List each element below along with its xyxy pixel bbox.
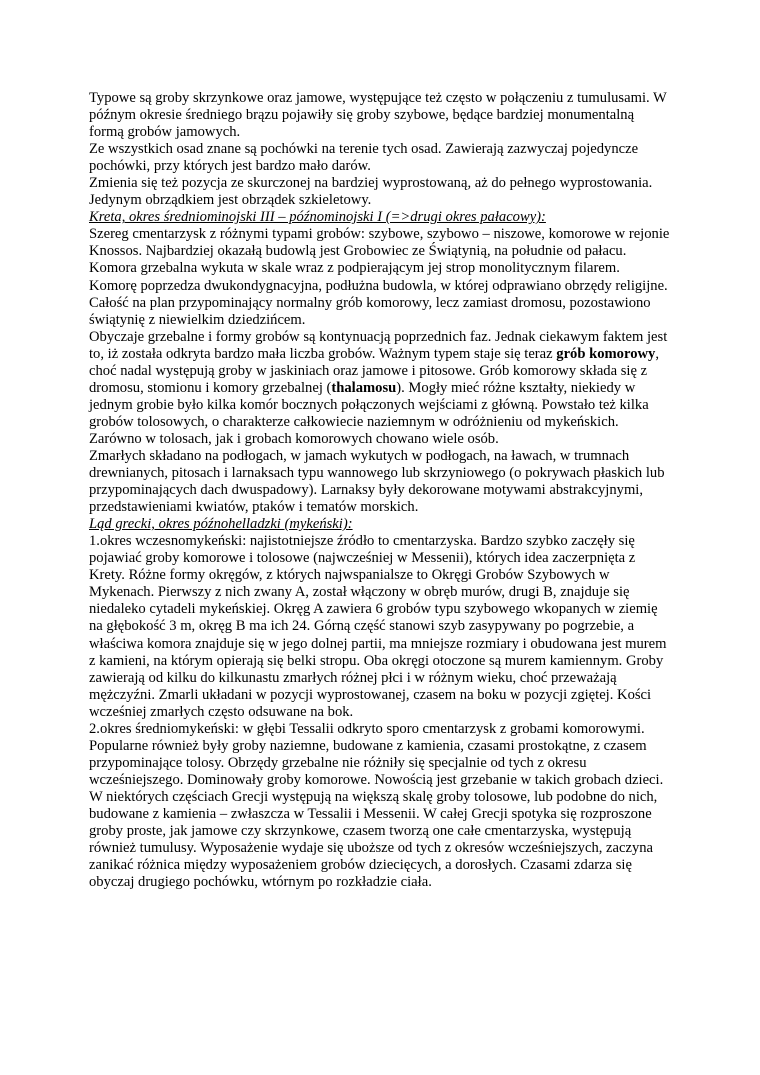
paragraph-body-position: Zmienia się też pozycja ze skurczonej na bardziej wyprostowaną, aż do pełnego wyprostowania. Jedynym obrządkiem jest obrządek szkieletowy.	[89, 175, 653, 209]
section-heading-mainland-greece: Ląd grecki, okres późnohelladzki (mykeński):	[89, 516, 353, 533]
paragraph-grave-types: Typowe są groby skrzynkowe oraz jamowe, występujące też często w połączeniu z tumulusami. W późnym okresie średniego brązu pojawiły się groby szybowe, będące bardziej monumentalną formą grobów jamowych.	[89, 90, 667, 141]
term-thalamos: thalamosu	[331, 379, 397, 396]
paragraph-larnakes: Zmarłych składano na podłogach, w jamach wykutych w podłogach, na ławach, w trumnach drewnianych, pitosach i larnaksach typu wannowego lub skrzyniowego (o pokrywach płaskich lub przypominających dach dwuspadowy). Larnaksy były dekorowane motywami abstrakcyjnymi, przedstawieniami kwiatów, ptaków i tematów morskich.	[89, 447, 665, 516]
document-page	[89, 90, 671, 891]
paragraph-middle-mycenaean: 2.okres średniomykeński: w głębi Tessalii odkryto sporo cmentarzysk z grobami komorowymi. Popularne również były groby naziemne, budowane z kamienia, czasami prostokątne, z czasem przypominające tolosy. Obrzędy grzebalne nie różniły się specjalnie od tych z okresu wcześniejszego. Dominowały groby komorowe. Nowością jest grzebanie w takich grobach dzieci. W niektórych częściach Grecji występują na większą skalę groby tolosowe, lub podobne do nich, budowane z kamienia – zwłaszcza w Tessalii i Messenii. W całej Grecji spotyka się rozproszone groby proste, jak jamowe czy skrzynkowe, czasem tworzą one całe cmentarzyska, występują również tumulusy. Wyposażenie wydaje się uboższe od tych z okresów wcześniejszych, zaczyna zanikać różnica między wyposażeniem grobów dziecięcych, a dorosłych. Czasami zdarza się obyczaj drugiego pochówku, wtórnym po rozkładzie ciała.	[89, 720, 664, 891]
burial-customs-text-3: ). Mogły mieć różne kształty, niekiedy w jednym grobie było kilka komór bocznych połączonych wejściami z główną. Powstało też kilka grobów tolosowych, o charakterze całkowiecie naziemnym w odróżnieniu od mykeńskich. Zarówno w tolosach, jak i grobach komorowych chowano wiele osób.	[89, 379, 649, 447]
burial-customs-text-1: Obyczaje grzebalne i formy grobów są kontynuacją poprzednich faz. Jednak ciekawym faktem jest to, iż została odkryta bardzo mała liczba grobów. Ważnym typem staje się teraz	[89, 328, 668, 362]
paragraph-knossos-cemeteries: Szereg cmentarzysk z różnymi typami grobów: szybowe, szybowo – niszowe, komorowe w rejonie Knossos. Najbardziej okazałą budowlą jest Grobowiec ze Świątynią, na południe od pałacu. Komora grzebalna wykuta w skale wraz z podpierającym jej strop monolitycznym filarem. Komorę poprzedza dwukondygnacyjna, podłużna budowla, w której odprawiano obrzędy religijne. Całość na plan przypominający normalny grób komorowy, lecz zamiast dromosu, pozostawiono świątynię z niewielkim dziedzińcem.	[89, 226, 670, 328]
term-chamber-tomb: grób komorowy	[556, 345, 656, 362]
section-heading-crete: Kreta, okres średniominojski III – późnominojski I (=>drugi okres pałacowy):	[89, 209, 546, 226]
paragraph-burial-customs	[89, 329, 671, 448]
burial-customs-text-2: , choć nadal występują groby w jaskiniach oraz jamowe i pitosowe. Grób komorowy składa się z dromosu, stomionu i komory grzebalnej (	[89, 345, 659, 396]
paragraph-settlement-burials: Ze wszystkich osad znane są pochówki na terenie tych osad. Zawierają zazwyczaj pojedyncze pochówki, przy których jest bardzo mało darów.	[89, 141, 639, 175]
paragraph-early-mycenaean: 1.okres wczesnomykeński: najistotniejsze źródło to cmentarzyska. Bardzo szybko zaczęły się pojawiać groby komorowe i tolosowe (najwcześniej w Messenii), których idea zaczerpnięta z Krety. Różne formy okręgów, z których najwspanialsze to Okręgi Grobów Szybowych w Mykenach. Pierwszy z nich zwany A, został włączony w obręb murów, drugi B, znajduje się niedaleko cytadeli mykeńskiej. Okręg A zawiera 6 grobów typu szybowego wkopanych w ziemię na głębokość 3 m, okręg B ma ich 24. Górną część stanowi szyb zasypywany po pogrzebie, a właściwa komora znajduje się w jego dolnej partii, ma mniejsze rozmiary i obudowana jest murem z kamieni, na którym opierają się belki stropu. Oba okręgi otoczone są murem kamiennym. Groby zawierają od kilku do kilkunastu zmarłych różnej płci i w różnym wieku, choć przeważają mężczyźni. Zmarli układani w pozycji wyprostowanej, czasem na boku w pozycji zgiętej. Kości wcześniej zmarłych często odsuwane na bok.	[89, 533, 667, 720]
